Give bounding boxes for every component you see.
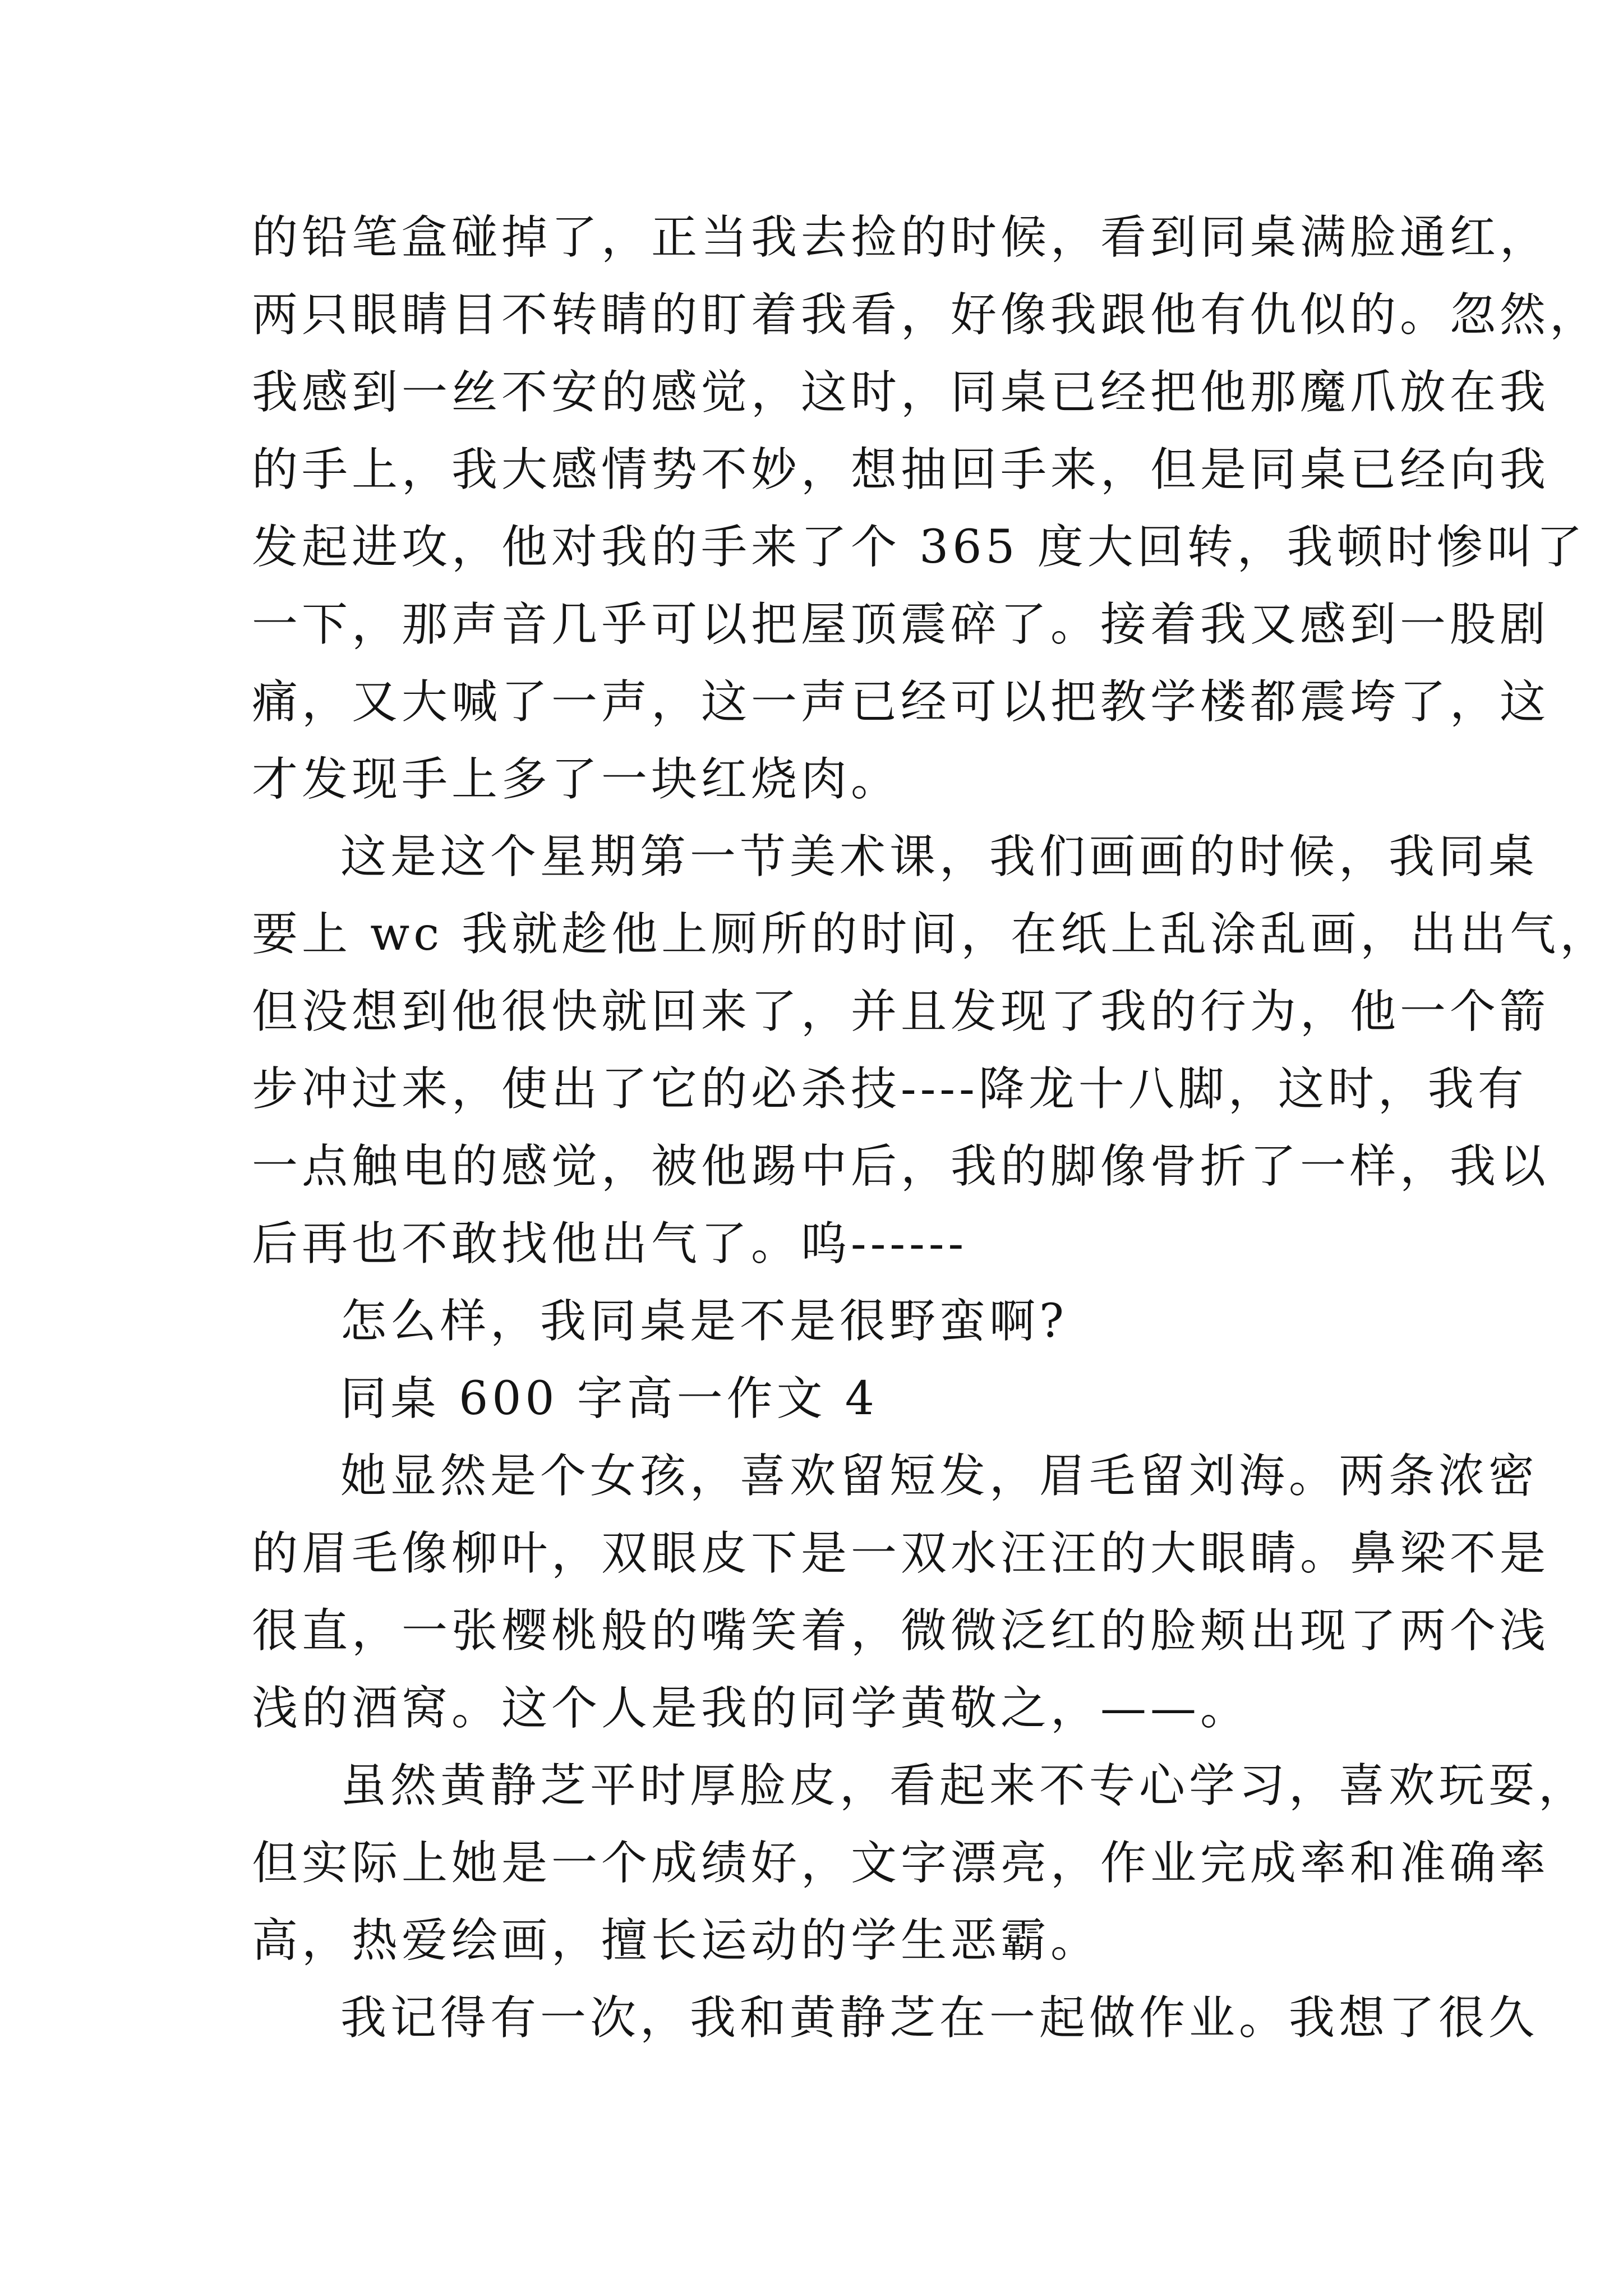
- text-line: 的铅笔盒碰掉了，正当我去捡的时候，看到同桌满脸通红，: [252, 211, 1550, 264]
- paragraph-first-line: 这是这个星期第一节美术课，我们画画的时候，我同桌: [340, 830, 1539, 884]
- text-line: 发起进攻，他对我的手来了个 365 度大回转，我顿时惨叫了: [252, 521, 1587, 574]
- text-line: 一点触电的感觉，被他踢中后，我的脚像骨折了一样，我以: [252, 1140, 1550, 1193]
- text-line: 要上 wc 我就趁他上厕所的时间，在纸上乱涂乱画，出出气，: [252, 908, 1610, 961]
- text-line: 步冲过来，使出了它的必杀技----降龙十八脚，这时，我有: [252, 1062, 1528, 1116]
- text-line: 的眉毛像柳叶，双眼皮下是一双水汪汪的大眼睛。鼻梁不是: [252, 1527, 1550, 1580]
- text-line: 两只眼睛目不转睛的盯着我看，好像我跟他有仇似的。忽然，: [252, 288, 1600, 342]
- paragraph-first-line: 虽然黄静芝平时厚脸皮，看起来不专心学习，喜欢玩耍，: [340, 1759, 1589, 1812]
- paragraph-first-line: 怎么样，我同桌是不是很野蛮啊?: [340, 1295, 1068, 1348]
- section-heading: 同桌 600 字高一作文 4: [340, 1372, 878, 1425]
- paragraph-first-line: 她显然是个女孩，喜欢留短发，眉毛留刘海。两条浓密: [340, 1450, 1539, 1503]
- paragraph-first-line: 我记得有一次，我和黄静芝在一起做作业。我想了很久: [340, 1991, 1539, 2045]
- text-line: 浅的酒窝。这个人是我的同学黄敬之，——。: [252, 1682, 1251, 1735]
- text-line: 后再也不敢找他出气了。呜------: [252, 1217, 968, 1271]
- text-line: 但实际上她是一个成绩好，文字漂亮，作业完成率和准确率: [252, 1837, 1550, 1890]
- text-line: 一下，那声音几乎可以把屋顶震碎了。接着我又感到一股剧: [252, 598, 1550, 651]
- text-line: 高，热爱绘画，擅长运动的学生恶霸。: [252, 1914, 1101, 1967]
- text-line: 痛，又大喊了一声，这一声已经可以把教学楼都震垮了，这: [252, 675, 1550, 729]
- text-line: 我感到一丝不安的感觉，这时，同桌已经把他那魔爪放在我: [252, 366, 1550, 419]
- text-line: 很直，一张樱桃般的嘴笑着，微微泛红的脸颊出现了两个浅: [252, 1604, 1550, 1658]
- text-line: 的手上，我大感情势不妙，想抽回手来，但是同桌已经向我: [252, 443, 1550, 496]
- body-text: [252, 199, 1610, 2057]
- text-line: 才发现手上多了一块红烧肉。: [252, 753, 901, 806]
- text-line: 但没想到他很快就回来了，并且发现了我的行为，他一个箭: [252, 985, 1550, 1038]
